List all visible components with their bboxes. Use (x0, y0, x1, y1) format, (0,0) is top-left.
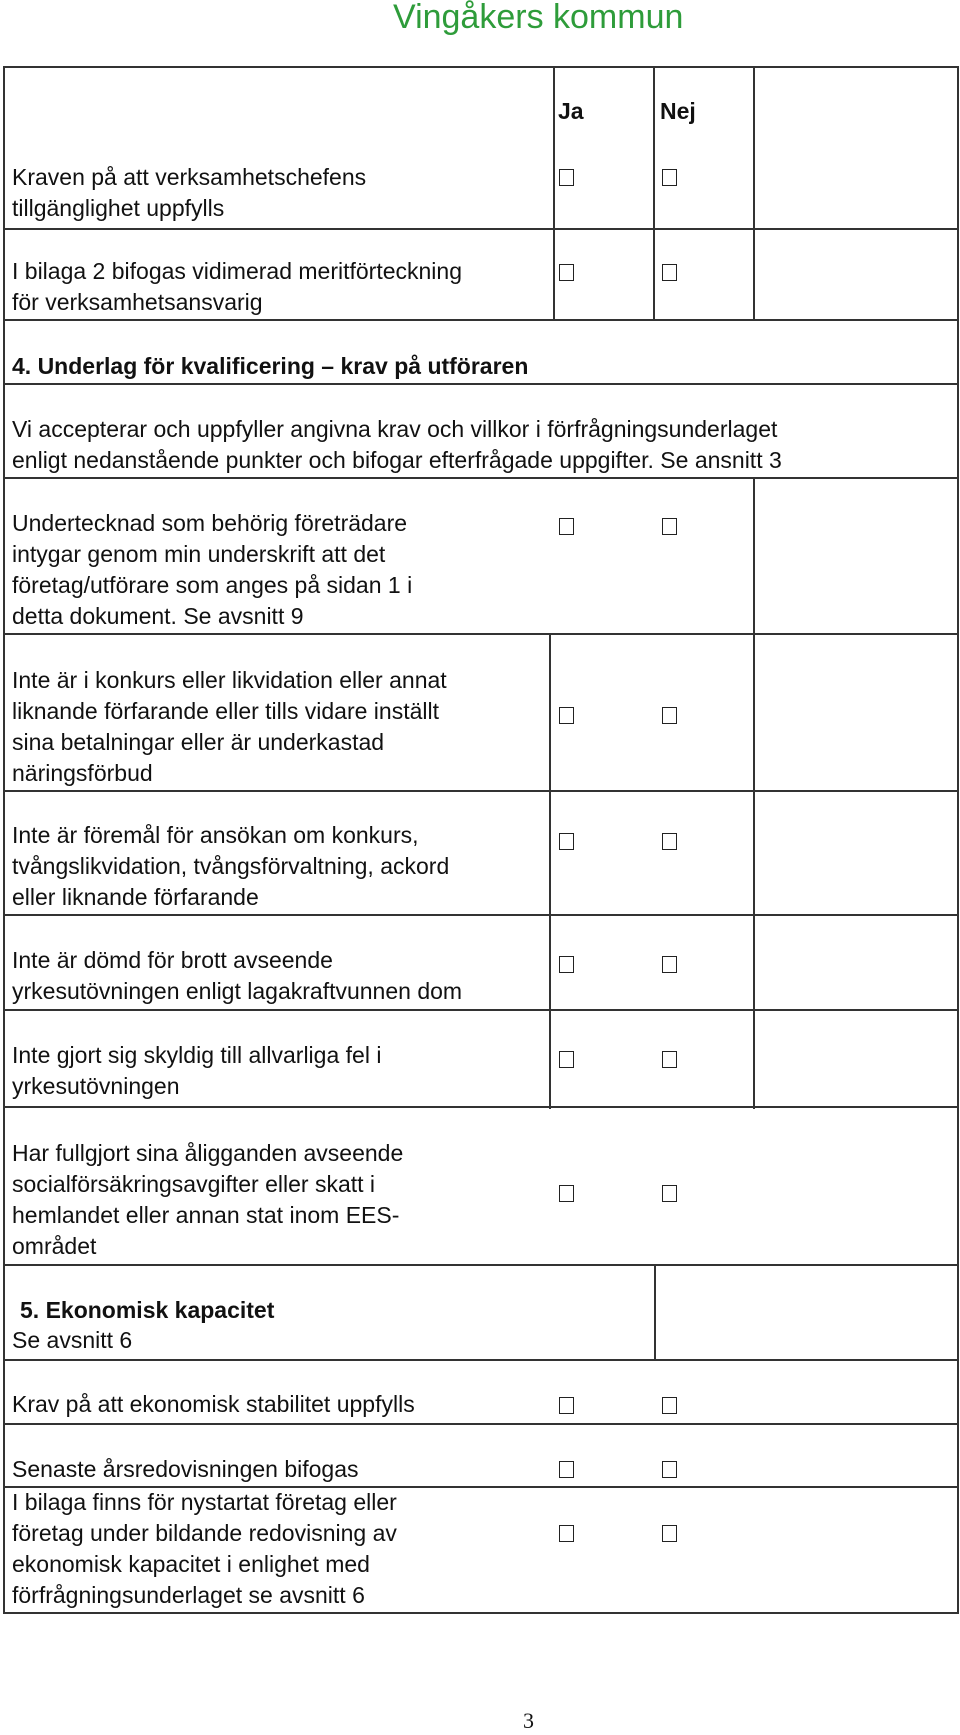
no-checkbox[interactable] (662, 707, 677, 724)
section-4-title: 4. Underlag för kvalificering – krav på utföraren (12, 353, 529, 379)
requirement-label: Har fullgjort sina åligganden avseende socialförsäkringsavgifter eller skatt i hemlandet eller annan stat inom EES- området (12, 1140, 404, 1259)
section-5-title: 5. Ekonomisk kapacitet (20, 1297, 275, 1323)
yes-checkbox[interactable] (559, 264, 574, 281)
requirement-label: Inte gjort sig skyldig till allvarliga fel i yrkesutövningen (12, 1042, 382, 1099)
yes-checkbox[interactable] (559, 518, 574, 535)
row-divider (3, 1264, 959, 1266)
page-number: 3 (523, 1708, 534, 1733)
column-divider (753, 477, 755, 1109)
requirement-label: Senaste årsredovisningen bifogas (12, 1456, 359, 1482)
requirement-label: Kraven på att verksamhetschefens tillgänglighet uppfylls (12, 164, 367, 221)
table-border-left (3, 66, 5, 1614)
column-divider (549, 633, 551, 1109)
row-divider (3, 319, 959, 321)
row-divider (3, 1359, 959, 1361)
no-checkbox[interactable] (662, 833, 677, 850)
no-checkbox[interactable] (662, 264, 677, 281)
requirement-label: Undertecknad som behörig företrädare intygar genom min underskrift att det företag/utförare som anges på sidan 1 i detta dokument. Se avsnitt 9 (12, 510, 413, 629)
row-divider (3, 228, 959, 230)
yes-checkbox[interactable] (559, 1185, 574, 1202)
row-divider (3, 477, 959, 479)
yes-checkbox[interactable] (559, 1397, 574, 1414)
section-5-subtitle: Se avsnitt 6 (12, 1327, 133, 1353)
table-border-top (3, 66, 959, 68)
requirement-label: I bilaga finns för nystartat företag eller företag under bildande redovisning av ekonomisk kapacitet i enlighet med förfrågningsunderlaget se avsnitt 6 (12, 1489, 397, 1608)
yes-checkbox[interactable] (559, 1461, 574, 1478)
no-checkbox[interactable] (662, 956, 677, 973)
requirement-label: Inte är dömd för brott avseende yrkesutövningen enligt lagakraftvunnen dom (12, 947, 463, 1004)
no-checkbox[interactable] (662, 169, 677, 186)
column-divider (553, 66, 555, 320)
municipality-title: Vingåkers kommun (393, 0, 684, 36)
row-divider (3, 1423, 959, 1425)
row-divider (3, 914, 959, 916)
no-checkbox[interactable] (662, 1051, 677, 1068)
section-4-intro: Vi accepterar och uppfyller angivna krav och villkor i förfrågningsunderlaget enligt nedanstående punkter och bifogar efterfrågade uppgifter. Se ansnitt 3 (12, 416, 782, 473)
table-border-bottom (3, 1612, 959, 1614)
yes-checkbox[interactable] (559, 1051, 574, 1068)
yes-checkbox[interactable] (559, 833, 574, 850)
row-divider (3, 1106, 959, 1108)
no-checkbox[interactable] (662, 518, 677, 535)
no-checkbox[interactable] (662, 1461, 677, 1478)
column-divider (753, 66, 755, 320)
row-divider (3, 790, 959, 792)
yes-checkbox[interactable] (559, 1525, 574, 1542)
row-divider (3, 383, 959, 385)
column-divider (653, 66, 655, 320)
column-divider (654, 1264, 656, 1360)
yes-checkbox[interactable] (559, 169, 574, 186)
column-header-yes: Ja (558, 98, 584, 124)
table-border-right (957, 66, 959, 1614)
row-divider (3, 1009, 959, 1011)
yes-checkbox[interactable] (559, 956, 574, 973)
requirement-label: Krav på att ekonomisk stabilitet uppfylls (12, 1391, 415, 1417)
qualification-form (3, 66, 959, 1614)
no-checkbox[interactable] (662, 1185, 677, 1202)
requirement-label: Inte är i konkurs eller likvidation eller annat liknande förfarande eller tills vidare inställt sina betalningar eller är underkastad näringsförbud (12, 667, 447, 786)
requirement-label: Inte är föremål för ansökan om konkurs, tvångslikvidation, tvångsförvaltning, ackord eller liknande förfarande (12, 822, 450, 910)
yes-checkbox[interactable] (559, 707, 574, 724)
requirement-label: I bilaga 2 bifogas vidimerad meritförteckning för verksamhetsansvarig (12, 258, 463, 315)
no-checkbox[interactable] (662, 1397, 677, 1414)
column-header-no: Nej (660, 98, 696, 124)
row-divider (3, 633, 959, 635)
no-checkbox[interactable] (662, 1525, 677, 1542)
